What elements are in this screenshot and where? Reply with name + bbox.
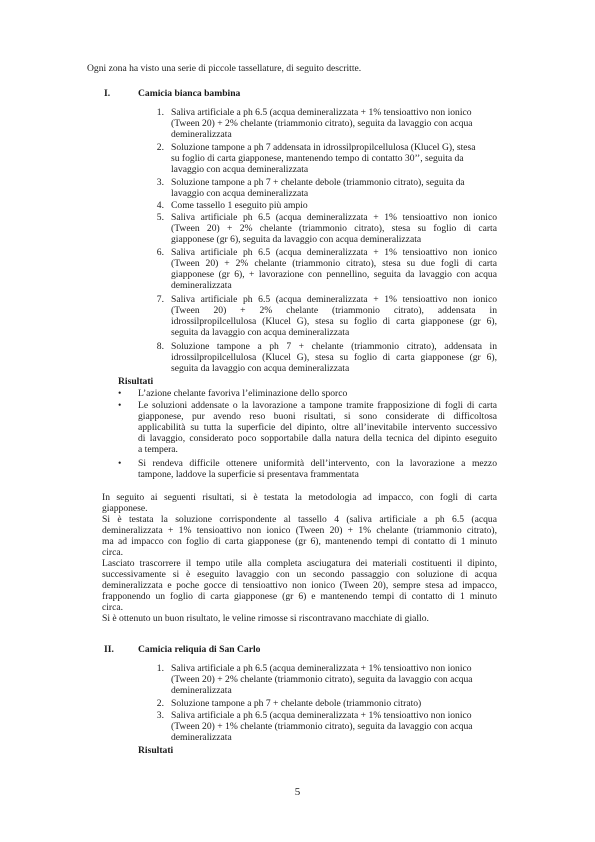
list-item: Saliva artificiale ph 6.5 (acqua demineralizzata + 1% tensioattivo non ionico (Tween 20) + 2% chelante (triammonio citrato), stesa su foglio di carta giapponese (gr 6), seguita da lavaggio con acqua demineralizzata xyxy=(171,212,497,245)
paragraph: In seguito ai seguenti risultati, si è testata la metodologia ad impacco, con fogli di carta giapponese. Si è testata la soluzione corrispondente al tassello 4 (saliva artificiale a ph 6.5 (acqua demineralizzata + 1% tensioattivo non ionico (Tween 20) + 1% chelante (triammonio citrato), ma ad impacco con foglio di carta giapponese (gr 6), mantenendo tempi di contatto di 1 minuto circa. Lasciato trascorrere il tempo utile alla completa asciugatura dei materiali costituenti il dipinto, successivamente si è eseguito lavaggio con un secondo passaggio con soluzione di acqua demineralizzata e poche gocce di tensioattivo non ionico (Tween 20), sempre stesa ad impacco, frapponendo un foglio di carta giapponese (gr 6) e mantenendo tempi di contatto di 1 minuto circa. Si è ottenuto un buon risultato, le veline rimosse si riscontravano macchiate di giallo. xyxy=(102,492,497,624)
intro-text: Ogni zona ha visto una serie di piccole tassellature, di seguito descritte. xyxy=(87,63,362,74)
list-item: Saliva artificiale ph 6.5 (acqua demineralizzata + 1% tensioattivo non ionico (Tween 20) + 2% chelante (triammonio citrato), stesa su due fogli di carta giapponese (gr 6), + lavorazione con pennellino, seguita da lavaggio con acqua demineralizzata xyxy=(171,247,497,291)
list-item-number: 7. xyxy=(156,294,164,305)
list-item: Saliva artificiale a ph 6.5 (acqua demineralizzata + 1% tensioattivo non ionico (Tween 20) + 2% chelante (triammonio citrato), seguita da lavaggio con acqua demineralizzata xyxy=(171,663,473,696)
list-item: Saliva artificiale ph 6.5 (acqua demineralizzata + 1% tensioattivo non ionico (Tween 20) + 2% chelante (triammonio citrato), addensata in idrossilpropilcellulosa (Klucel G), stesa su foglio di carta giapponese (gr 6), seguita da lavaggio con acqua demineralizzata xyxy=(171,294,497,338)
list-item-number: 2. xyxy=(156,698,164,709)
list-item-number: 8. xyxy=(156,341,164,352)
section-2-title: Camicia reliquia di San Carlo xyxy=(138,644,261,655)
section-2-numeral: II. xyxy=(104,644,114,655)
list-item: Saliva artificiale a ph 6.5 (acqua demineralizzata + 1% tensioattivo non ionico (Tween 20) + 1% chelante (triammonio citrato), seguita da lavaggio con acqua demineralizzata xyxy=(171,710,473,743)
list-item-number: 6. xyxy=(156,247,164,258)
list-item: Si rendeva difficile ottenere uniformità dell’intervento, con la lavorazione a mezzo tampone, laddove la superficie si presentava frammentata xyxy=(138,458,497,480)
page-number: 5 xyxy=(294,786,301,798)
section-1-numeral: I. xyxy=(104,88,111,99)
list-item-number: 3. xyxy=(156,177,164,188)
results-heading: Risultati xyxy=(138,745,174,756)
list-item-number: 5. xyxy=(156,212,164,223)
list-item-number: 1. xyxy=(156,107,164,118)
results-heading: Risultati xyxy=(118,376,154,387)
list-item: Soluzione tampone a ph 7 + chelante debole (triammonio citrato) xyxy=(171,698,422,709)
list-item: Saliva artificiale a ph 6.5 (acqua demineralizzata + 1% tensioattivo non ionico (Tween 20) + 2% chelante (triammonio citrato), seguita da lavaggio con acqua demineralizzata xyxy=(171,107,473,140)
list-item: Le soluzioni addensate o la lavorazione a tampone tramite frapposizione di fogli di carta giapponese, pur avendo reso buoni risultati, si sono considerate di difficoltosa applicabilità su tutta la superficie del dipinto, oltre all’inevitabile intervento successivo di lavaggio, considerato poco sopportabile dalla natura della tecnica del dipinto eseguito a tempera. xyxy=(138,400,497,455)
list-item-number: 3. xyxy=(156,710,164,721)
list-item: Soluzione tampone a ph 7 addensata in idrossilpropilcellulosa (Klucel G), stesa su foglio di carta giapponese, mantenendo tempo di contatto 30’’, seguita da lavaggio con acqua demineralizzata xyxy=(171,142,476,175)
list-item-number: 2. xyxy=(156,142,164,153)
section-1-title: Camicia bianca bambina xyxy=(138,88,241,99)
bullet-icon: • xyxy=(118,400,122,411)
list-item: Soluzione tampone a ph 7 + chelante (triammonio citrato), addensata in idrossilpropilcellulosa (Klucel G), stesa su foglio di carta giapponese (gr 6), seguita da lavaggio con acqua demineralizzata xyxy=(171,341,497,374)
bullet-icon: • xyxy=(118,458,122,469)
list-item-number: 4. xyxy=(156,200,164,211)
list-item: Come tassello 1 eseguito più ampio xyxy=(171,200,308,211)
bullet-icon: • xyxy=(118,388,122,399)
list-item: L’azione chelante favoriva l’eliminazione dello sporco xyxy=(138,388,348,399)
list-item-number: 1. xyxy=(156,663,164,674)
list-item: Soluzione tampone a ph 7 + chelante debole (triammonio citrato), seguita da lavaggio con acqua demineralizzata xyxy=(171,177,465,199)
